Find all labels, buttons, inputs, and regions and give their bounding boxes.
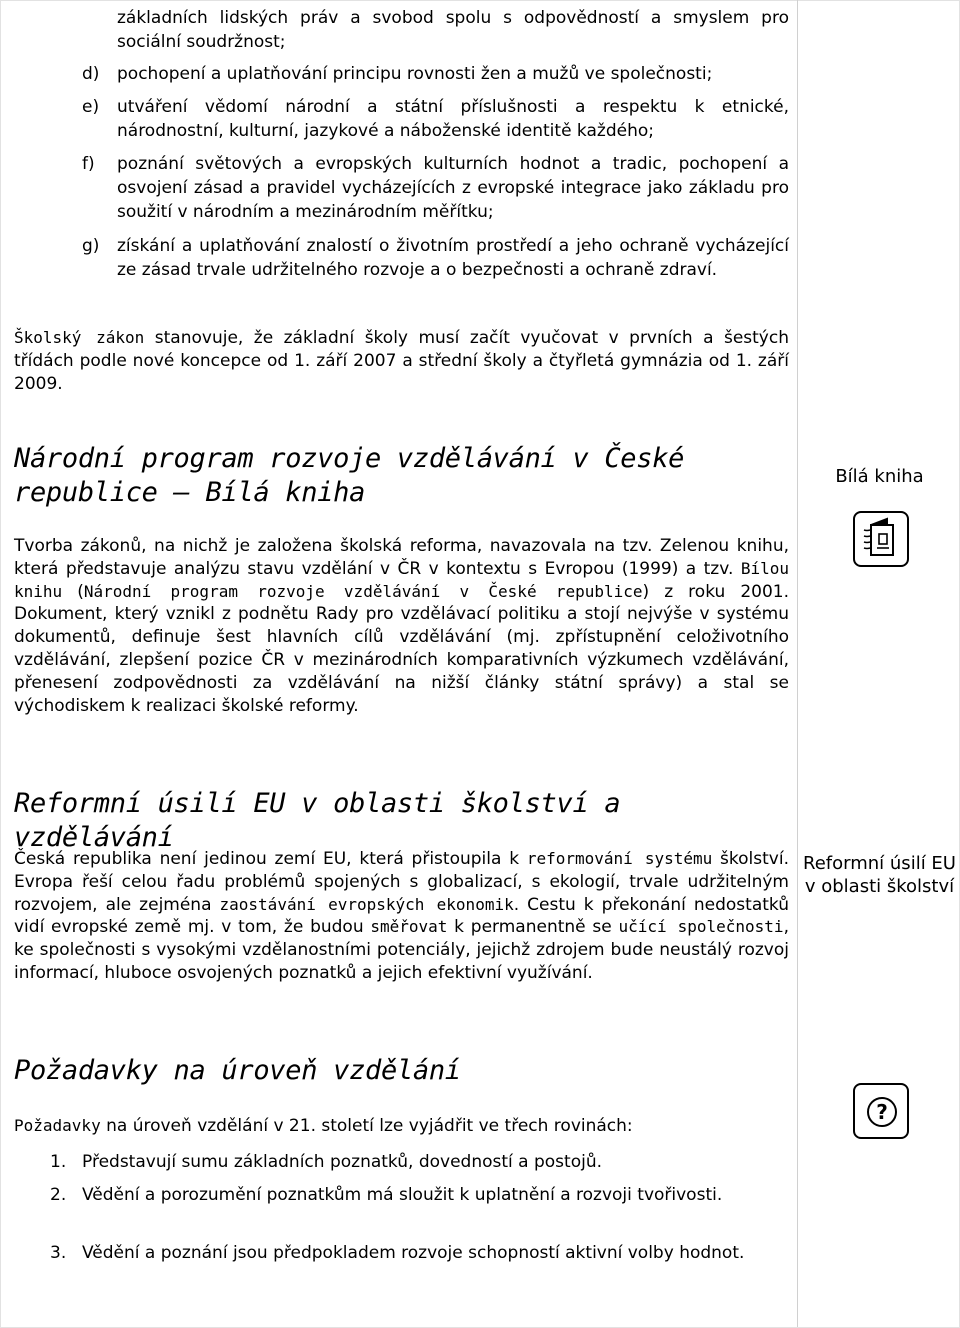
text-run: ( — [62, 581, 84, 602]
book-note-glyph — [855, 513, 907, 565]
text-run: . Cestu k překonání nedostatků vidí evropské země mj. v tom, že budou — [14, 894, 789, 938]
margin-column — [799, 0, 960, 1327]
list-item-text: pochopení a uplatňování principu rovnosti žen a mužů ve společnosti; — [117, 64, 713, 84]
key-term: zaostávání evropských ekonomik — [219, 894, 514, 914]
item-number: 2. — [50, 1185, 67, 1205]
item-number: 3. — [50, 1243, 67, 1263]
list-item-text: poznání světových a evropských kulturních hodnot a tradic, pochopení a osvojení zásad a pravidel vycházejících z evropské integrace jako základu pro soužití v národním a mezinárodním měřítku; — [117, 154, 789, 222]
question-mark-glyph: ? — [867, 1097, 897, 1127]
text-run: školství. Evropa řeší celou řadu problémů spojených s globalizací, s ekologií, trvale udržitelným rozvojem, ale zejména — [14, 849, 789, 915]
item-number: 1. — [50, 1152, 67, 1172]
key-term: Národní program rozvoje vzdělávání v České republice — [83, 581, 643, 601]
text-run: ) z roku 2001. Dokument, který vznikl z podnětu Rady pro vzdělávací politiku a stojí nejvýše v systému dokumentů, definuje šest hlavních cílů vzdělávání (mj. zpřístupnění celoživotního vzdělávání, zlepšení pozice ČR v mezinárodních komparativních výzkumech vzdělávání, přenesení zodpovědnosti za vzdělávání na nižší články státní správy) a stal se východiskem k realizaci školské reformy. — [14, 581, 789, 716]
list-item-text: základních lidských práv a svobod spolu s odpovědností a smyslem pro sociální soudržnost; — [117, 8, 789, 52]
margin-note-eu-reform: Reformní úsilí EU v oblasti školství — [803, 853, 956, 897]
section-heading-white-paper: Národní program rozvoje vzdělávání v České republice – Bílá kniha — [14, 443, 685, 508]
section-heading-eu-reform: Reformní úsilí EU v oblasti školství a vzdělávání — [14, 788, 621, 853]
text-run: Tvorba zákonů, na nichž je založena školská reforma, navazovala na tzv. Zelenou knihu, která představuje analýzu stavu vzdělání v ČR v kontextu s Evropou (1999) a tzv. — [14, 536, 789, 579]
list-marker: d) — [82, 64, 100, 84]
question-icon — [853, 1083, 909, 1139]
key-term: Požadavky — [14, 1116, 101, 1135]
margin-note-white-paper: Bílá kniha — [835, 466, 924, 487]
white-paper-paragraph — [14, 535, 789, 717]
text-run: k permanentně se — [447, 917, 619, 938]
item-text: Vědění a poznání jsou předpokladem rozvoje schopností aktivní volby hodnot. — [82, 1243, 745, 1263]
key-term: Bílou knihu — [14, 558, 789, 601]
key-term: směřovat — [370, 917, 448, 937]
list-item-text: získání a uplatňování znalostí o životním prostředí a jeho ochraně vycházející ze zásad trvale udržitelného rozvoje a o bezpečnosti a ochraně zdraví. — [117, 236, 789, 280]
list-marker: f) — [82, 154, 95, 174]
school-law-text: stanovuje, že základní školy musí začít vyučovat v prvních a šestých třídách podle nové koncepce od 1. září 2007 a střední školy a čtyřletá gymnázia od 1. září 2009. — [14, 328, 789, 394]
book-note-icon — [853, 511, 909, 567]
eu-reform-paragraph — [14, 848, 789, 985]
item-text: Vědění a porozumění poznatkům má sloužit k uplatnění a rozvoji tvořivosti. — [82, 1185, 723, 1205]
text-run: , ke společnosti s vysokými vzdělanostními potenciály, jejichž zdrojem bude neustálý rozvoj informací, hluboce osvojených poznatků a jejich efektivní využívání. — [14, 917, 789, 983]
section-heading-requirements: Požadavky na úroveň vzdělání — [14, 1055, 461, 1086]
list-marker: e) — [82, 97, 100, 117]
school-law-paragraph — [14, 327, 789, 395]
item-text: Představují sumu základních poznatků, dovedností a postojů. — [82, 1152, 602, 1172]
list-item-text: utváření vědomí národní a státní příslušnosti a respektu k etnické, národnostní, kulturní, jazykové a náboženské identitě každého; — [117, 97, 789, 141]
requirements-intro — [14, 1115, 789, 1138]
key-term: reformování systému — [526, 849, 713, 868]
text-run: na úroveň vzdělání v 21. století lze vyjádřit ve třech rovinách: — [100, 1116, 633, 1136]
key-term: učící společnosti — [618, 917, 784, 937]
text-run: Česká republika není jedinou zemí EU, která přistoupila k — [14, 849, 527, 869]
list-marker: g) — [82, 236, 100, 256]
school-law-term: Školský zákon — [14, 328, 145, 347]
